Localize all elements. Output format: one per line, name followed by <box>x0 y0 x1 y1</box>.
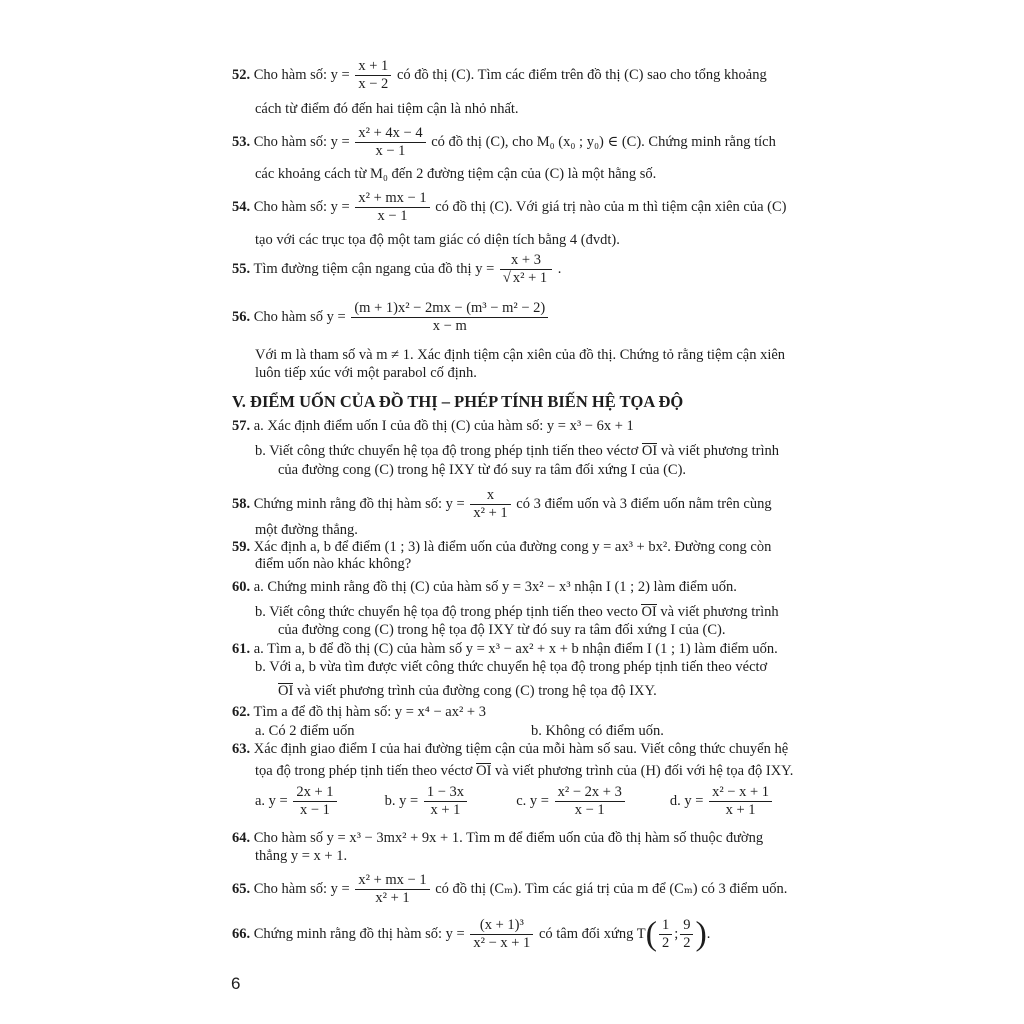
section-heading: V. ĐIỂM UỐN CỦA ĐỒ THỊ – PHÉP TÍNH BIẾN HỆ TỌA ĐỘ <box>232 392 684 411</box>
problem-52: 52. Cho hàm số: y = $\frac{x + 1}{x - 2}$ có đồ thị (C). Tìm các điểm trên đồ thị (C) sao cho tổng khoảng <box>232 58 767 92</box>
problem-57a: 57. a. Xác định điểm uốn I của đồ thị (C) của hàm số: y = x³ − 6x + 1 <box>232 418 634 434</box>
problem-59-cont: điểm uốn nào khác không? <box>255 556 412 572</box>
problem-62-option-a: a. Có 2 điểm uốn <box>255 723 355 739</box>
fraction: $\frac{x + 3}{\text{√ x² + 1}}$ <box>500 252 552 287</box>
problem-57b: b. Viết công thức chuyển hệ tọa độ trong phép tịnh tiến theo véctơ OI và viết phương trình <box>255 443 780 459</box>
problem-53-cont: các khoảng cách từ M₀ đến 2 đường tiệm cận của (C) là một hằng số. <box>255 166 657 182</box>
problem-53: 53. Cho hàm số: y = $\frac{\text{x² + 4x − 4}}{x - 1}$ có đồ thị (C), cho M₀ (x₀ ; y₀) ∈ (C). Chứng minh rằng tích <box>232 125 776 159</box>
fraction: $\frac{9}{2}$ <box>680 917 693 952</box>
fraction: $\frac{1}{2}$ <box>659 917 672 952</box>
problem-54: 54. Cho hàm số: y = $\frac{\text{x² + mx − 1}}{x - 1}$ có đồ thị (C). Với giá trị nào của m thì tiệm cận xiên của (C) <box>232 190 787 224</box>
fraction: $\frac{x}{\text{x² + 1}}$ <box>470 487 510 522</box>
problem-61b: b. Với a, b vừa tìm được viết công thức chuyển hệ tọa độ trong phép tịnh tiến theo véctơ <box>255 659 768 675</box>
right-paren: ) <box>695 915 707 953</box>
problem-60a: 60. a. Chứng minh rằng đồ thị (C) của hàm số y = 3x² − x³ nhận I (1 ; 2) làm điểm uốn. <box>232 579 737 595</box>
problem-52-cont: cách từ điểm đó đến hai tiệm cận là nhỏ nhất. <box>255 101 519 117</box>
problem-56: 56. Cho hàm số y = $\frac{\text{(m + 1)x² − 2mx − (m³ − m² − 2)}}{x - m}$ <box>232 300 852 335</box>
problem-62: 62. Tìm a để đồ thị hàm số: y = x⁴ − ax² + 3 <box>232 704 486 720</box>
problem-58: 58. Chứng minh rằng đồ thị hàm số: y = $\frac{x}{\text{x² + 1}}$ có 3 điểm uốn và 3 điểm uốn nằm trên cùng <box>232 487 772 521</box>
problem-62-option-b: b. Không có điểm uốn. <box>531 723 664 739</box>
fraction: $\frac{\text{(x + 1)³}}{\text{x² − x + 1}}$ <box>470 917 533 952</box>
vector-oi: OI <box>641 604 657 620</box>
problem-61b-cont: OI và viết phương trình của đường cong (C) trong hệ tọa độ IXY. <box>278 683 657 699</box>
page-number: 6 <box>231 974 241 993</box>
vector-oi: OI <box>641 443 658 459</box>
fraction: $\frac{\text{x² + mx − 1}}{x - 1}$ <box>355 190 429 225</box>
problem-54-cont: tạo với các trục tọa độ một tam giác có diện tích bằng 4 (đvdt). <box>255 232 620 248</box>
problem-59: 59. Xác định a, b để điểm (1 ; 3) là điểm uốn của đường cong y = ax³ + bx². Đường cong còn <box>232 539 772 555</box>
fraction: $\frac{\text{(m + 1)x² − 2mx − (m³ − m² − 2)}}{x - m}$ <box>351 300 548 335</box>
left-paren: ( <box>645 915 657 953</box>
problem-64-cont: thẳng y = x + 1. <box>255 848 348 864</box>
problem-55: 55. Tìm đường tiệm cận ngang của đồ thị y = $\frac{x + 3}{\text{√ x² + 1}}$ . <box>232 252 562 286</box>
problem-66: 66. Chứng minh rằng đồ thị hàm số: y = $\frac{\text{(x + 1)³}}{\text{x² − x + 1}}$ có tâm đối xứng T( $\frac{1}{2}$ ; $\frac{9}{2}$ ). <box>232 915 711 953</box>
problem-57b-cont: của đường cong (C) trong hệ IXY từ đó suy ra tâm đối xứng I của (C). <box>278 462 687 478</box>
vector-oi: OI <box>476 763 492 779</box>
problem-63-items <box>255 784 855 819</box>
fraction: $\frac{\text{x² + mx − 1}}{\text{x² + 1}}$ <box>355 872 429 907</box>
problem-63-item-b: b. y = $\frac{1 - 3x}{x + 1}$ <box>385 784 513 819</box>
problem-56-cont2: luôn tiếp xúc với một parabol cố định. <box>255 365 477 381</box>
problem-63-item-d: d. y = $\frac{\text{x² − x + 1}}{x + 1}$ <box>670 784 810 819</box>
problem-60b-cont: của đường cong (C) trong hệ tọa độ IXY từ đó suy ra tâm đối xứng I của (C). <box>278 622 726 638</box>
problem-63: 63. Xác định giao điểm I của hai đường tiệm cận của mỗi hàm số sau. Viết công thức chuyển hệ <box>232 741 789 757</box>
problem-58-cont: một đường thẳng. <box>255 522 358 538</box>
problem-61a: 61. a. Tìm a, b để đồ thị (C) của hàm số y = x³ − ax² + x + b nhận điểm I (1 ; 1) làm điểm uốn. <box>232 641 778 657</box>
problem-63-item-c: c. y = $\frac{\text{x² − 2x + 3}}{x - 1}$ <box>516 784 666 819</box>
problem-60b: b. Viết công thức chuyển hệ tọa độ trong phép tịnh tiến theo vecto OI và viết phương trình <box>255 604 779 620</box>
problem-63-cont: tọa độ trong phép tịnh tiến theo véctơ OI và viết phương trình của (H) đối với hệ tọa độ IXY. <box>255 763 794 779</box>
fraction: $\frac{x + 1}{x - 2}$ <box>355 58 391 93</box>
problem-63-item-a: a. y = $\frac{2x + 1}{x - 1}$ <box>255 784 381 819</box>
fraction: $\frac{\text{x² + 4x − 4}}{x - 1}$ <box>355 125 425 160</box>
problem-56-cont: Với m là tham số và m ≠ 1. Xác định tiệm cận xiên của đồ thị. Chứng tỏ rằng tiệm cận xiên <box>255 347 786 363</box>
problem-64: 64. Cho hàm số y = x³ − 3mx² + 9x + 1. Tìm m để điểm uốn của đồ thị hàm số thuộc đường <box>232 830 764 846</box>
vector-oi: OI <box>278 683 294 699</box>
problem-65: 65. Cho hàm số: y = $\frac{\text{x² + mx − 1}}{\text{x² + 1}}$ có đồ thị (Cₘ). Tìm các giá trị của m để (Cₘ) có 3 điểm uốn. <box>232 872 788 906</box>
